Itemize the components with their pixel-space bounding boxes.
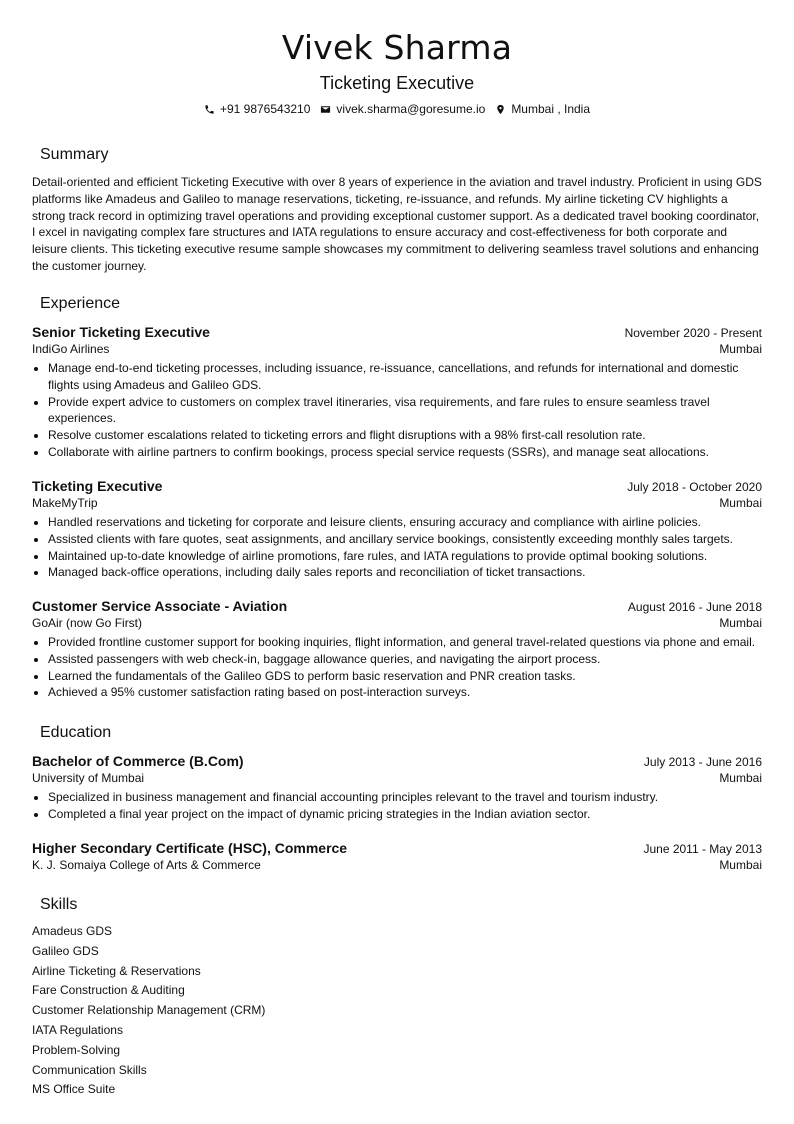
job-title: Senior Ticketing Executive <box>32 324 210 340</box>
degree-bullets <box>32 789 762 823</box>
bullet-item: Handled reservations and ticketing for corporate and leisure clients, ensuring accuracy and compliance with airline policies. <box>48 514 762 531</box>
skill-item: Customer Relationship Management (CRM) <box>32 1003 266 1018</box>
job-location: Mumbai <box>719 342 762 356</box>
location-pin-icon <box>495 104 506 115</box>
bullet-item: Resolve customer escalations related to ticketing errors and flight disruptions with a 98% first-call resolution rate. <box>48 427 762 444</box>
job-location: Mumbai <box>719 616 762 630</box>
institution-name: K. J. Somaiya College of Arts & Commerce <box>32 858 261 872</box>
contact-location <box>495 102 590 116</box>
skill-item: Communication Skills <box>32 1062 147 1077</box>
bullet-item: Specialized in business management and financial accounting principles relevant to the travel and tourism industry. <box>48 789 762 806</box>
bullet-item: Completed a final year project on the impact of dynamic pricing strategies in the Indian aviation sector. <box>48 806 762 823</box>
bullet-item: Provide expert advice to customers on complex travel itineraries, visa requirements, and fare rules to ensure seamless travel experiences. <box>48 394 762 428</box>
bullet-item: Learned the fundamentals of the Galileo GDS to perform basic reservation and PNR creation tasks. <box>48 668 762 685</box>
job-dates: July 2018 - October 2020 <box>627 480 762 494</box>
job-title: Ticketing Executive <box>32 478 163 494</box>
experience-item <box>32 598 762 701</box>
skill-item: Problem-Solving <box>32 1042 121 1057</box>
education-item <box>32 840 762 872</box>
mail-icon <box>320 104 331 115</box>
degree-title: Higher Secondary Certificate (HSC), Commerce <box>32 840 348 856</box>
job-bullets <box>32 514 762 581</box>
degree-dates: June 2011 - May 2013 <box>643 842 762 856</box>
education-heading: Education <box>40 724 112 741</box>
job-dates: November 2020 - Present <box>624 326 762 340</box>
skill-item: Galileo GDS <box>32 943 99 958</box>
experience-item <box>32 478 762 581</box>
job-bullets <box>32 634 762 701</box>
bullet-item: Collaborate with airline partners to confirm bookings, process special service requests (SSRs), and manage seat allocations. <box>48 444 762 461</box>
skill-item: Amadeus GDS <box>32 924 113 938</box>
contact-email[interactable] <box>320 102 485 116</box>
skill-item: IATA Regulations <box>32 1022 123 1037</box>
degree-dates: July 2013 - June 2016 <box>643 755 762 769</box>
institution-location: Mumbai <box>719 858 762 872</box>
job-bullets <box>32 360 762 461</box>
location-text: Mumbai , India <box>511 102 591 116</box>
bullet-item: Provided frontline customer support for booking inquiries, flight information, and general travel-related questions via phone and email. <box>48 634 762 651</box>
bullet-item: Manage end-to-end ticketing processes, including issuance, re-issuance, cancellations, and refunds for international and domestic flights using Amadeus and Galileo GDS. <box>48 360 762 394</box>
phone-text: +91 9876543210 <box>219 102 311 116</box>
bullet-item: Assisted clients with fare quotes, seat assignments, and ancillary service bookings, consistently exceeding monthly sales targets. <box>48 531 762 548</box>
bullet-item: Managed back-office operations, including daily sales reports and reconciliation of ticket transactions. <box>48 564 762 581</box>
job-company: GoAir (now Go First) <box>32 616 143 630</box>
experience-heading: Experience <box>40 295 121 312</box>
contact-phone[interactable] <box>204 102 310 116</box>
bullet-item: Maintained up-to-date knowledge of airline promotions, fare rules, and IATA regulations to provide optimal booking solutions. <box>48 548 762 565</box>
phone-icon <box>204 104 215 115</box>
skill-item: Fare Construction & Auditing <box>32 983 185 998</box>
bullet-item: Assisted passengers with web check-in, baggage allowance queries, and navigating the airport process. <box>48 651 762 668</box>
institution-location: Mumbai <box>719 771 762 785</box>
contact-bar <box>0 102 794 116</box>
summary-heading: Summary <box>40 146 109 163</box>
skill-item: MS Office Suite <box>32 1082 116 1097</box>
job-company: IndiGo Airlines <box>32 342 110 356</box>
job-location: Mumbai <box>719 496 762 510</box>
email-text: vivek.sharma@goresume.io <box>336 102 486 116</box>
summary-text: Detail-oriented and efficient Ticketing Executive with over 8 years of experience in the aviation and travel industry. Proficient in using GDS platforms like Amadeus and Galileo to manage reservations, ticketing, re-issuance, and refunds. My airline ticketing CV highlights a strong track record in optimizing travel operations and providing exceptional customer support. As a dedicated travel booking coordinator, I excel in navigating complex fare structures and IATA regulations to ensure accuracy and cost-effectiveness for both corporate and leisure clients. This ticketing executive resume sample showcases my commitment to delivering seamless travel solutions and enhancing the customer journey. <box>32 175 762 273</box>
candidate-name: Vivek Sharma <box>281 28 513 67</box>
job-title: Customer Service Associate - Aviation <box>32 598 288 614</box>
job-company: MakeMyTrip <box>32 496 98 510</box>
candidate-title: Ticketing Executive <box>319 73 475 93</box>
bullet-item: Achieved a 95% customer satisfaction rating based on post-interaction surveys. <box>48 684 762 701</box>
degree-title: Bachelor of Commerce (B.Com) <box>32 753 244 769</box>
institution-name: University of Mumbai <box>32 771 145 785</box>
job-dates: August 2016 - June 2018 <box>627 600 762 614</box>
education-item <box>32 753 762 823</box>
skills-list <box>32 922 432 1100</box>
skill-item: Airline Ticketing & Reservations <box>32 963 201 978</box>
experience-item <box>32 324 762 461</box>
skills-heading: Skills <box>40 896 78 913</box>
